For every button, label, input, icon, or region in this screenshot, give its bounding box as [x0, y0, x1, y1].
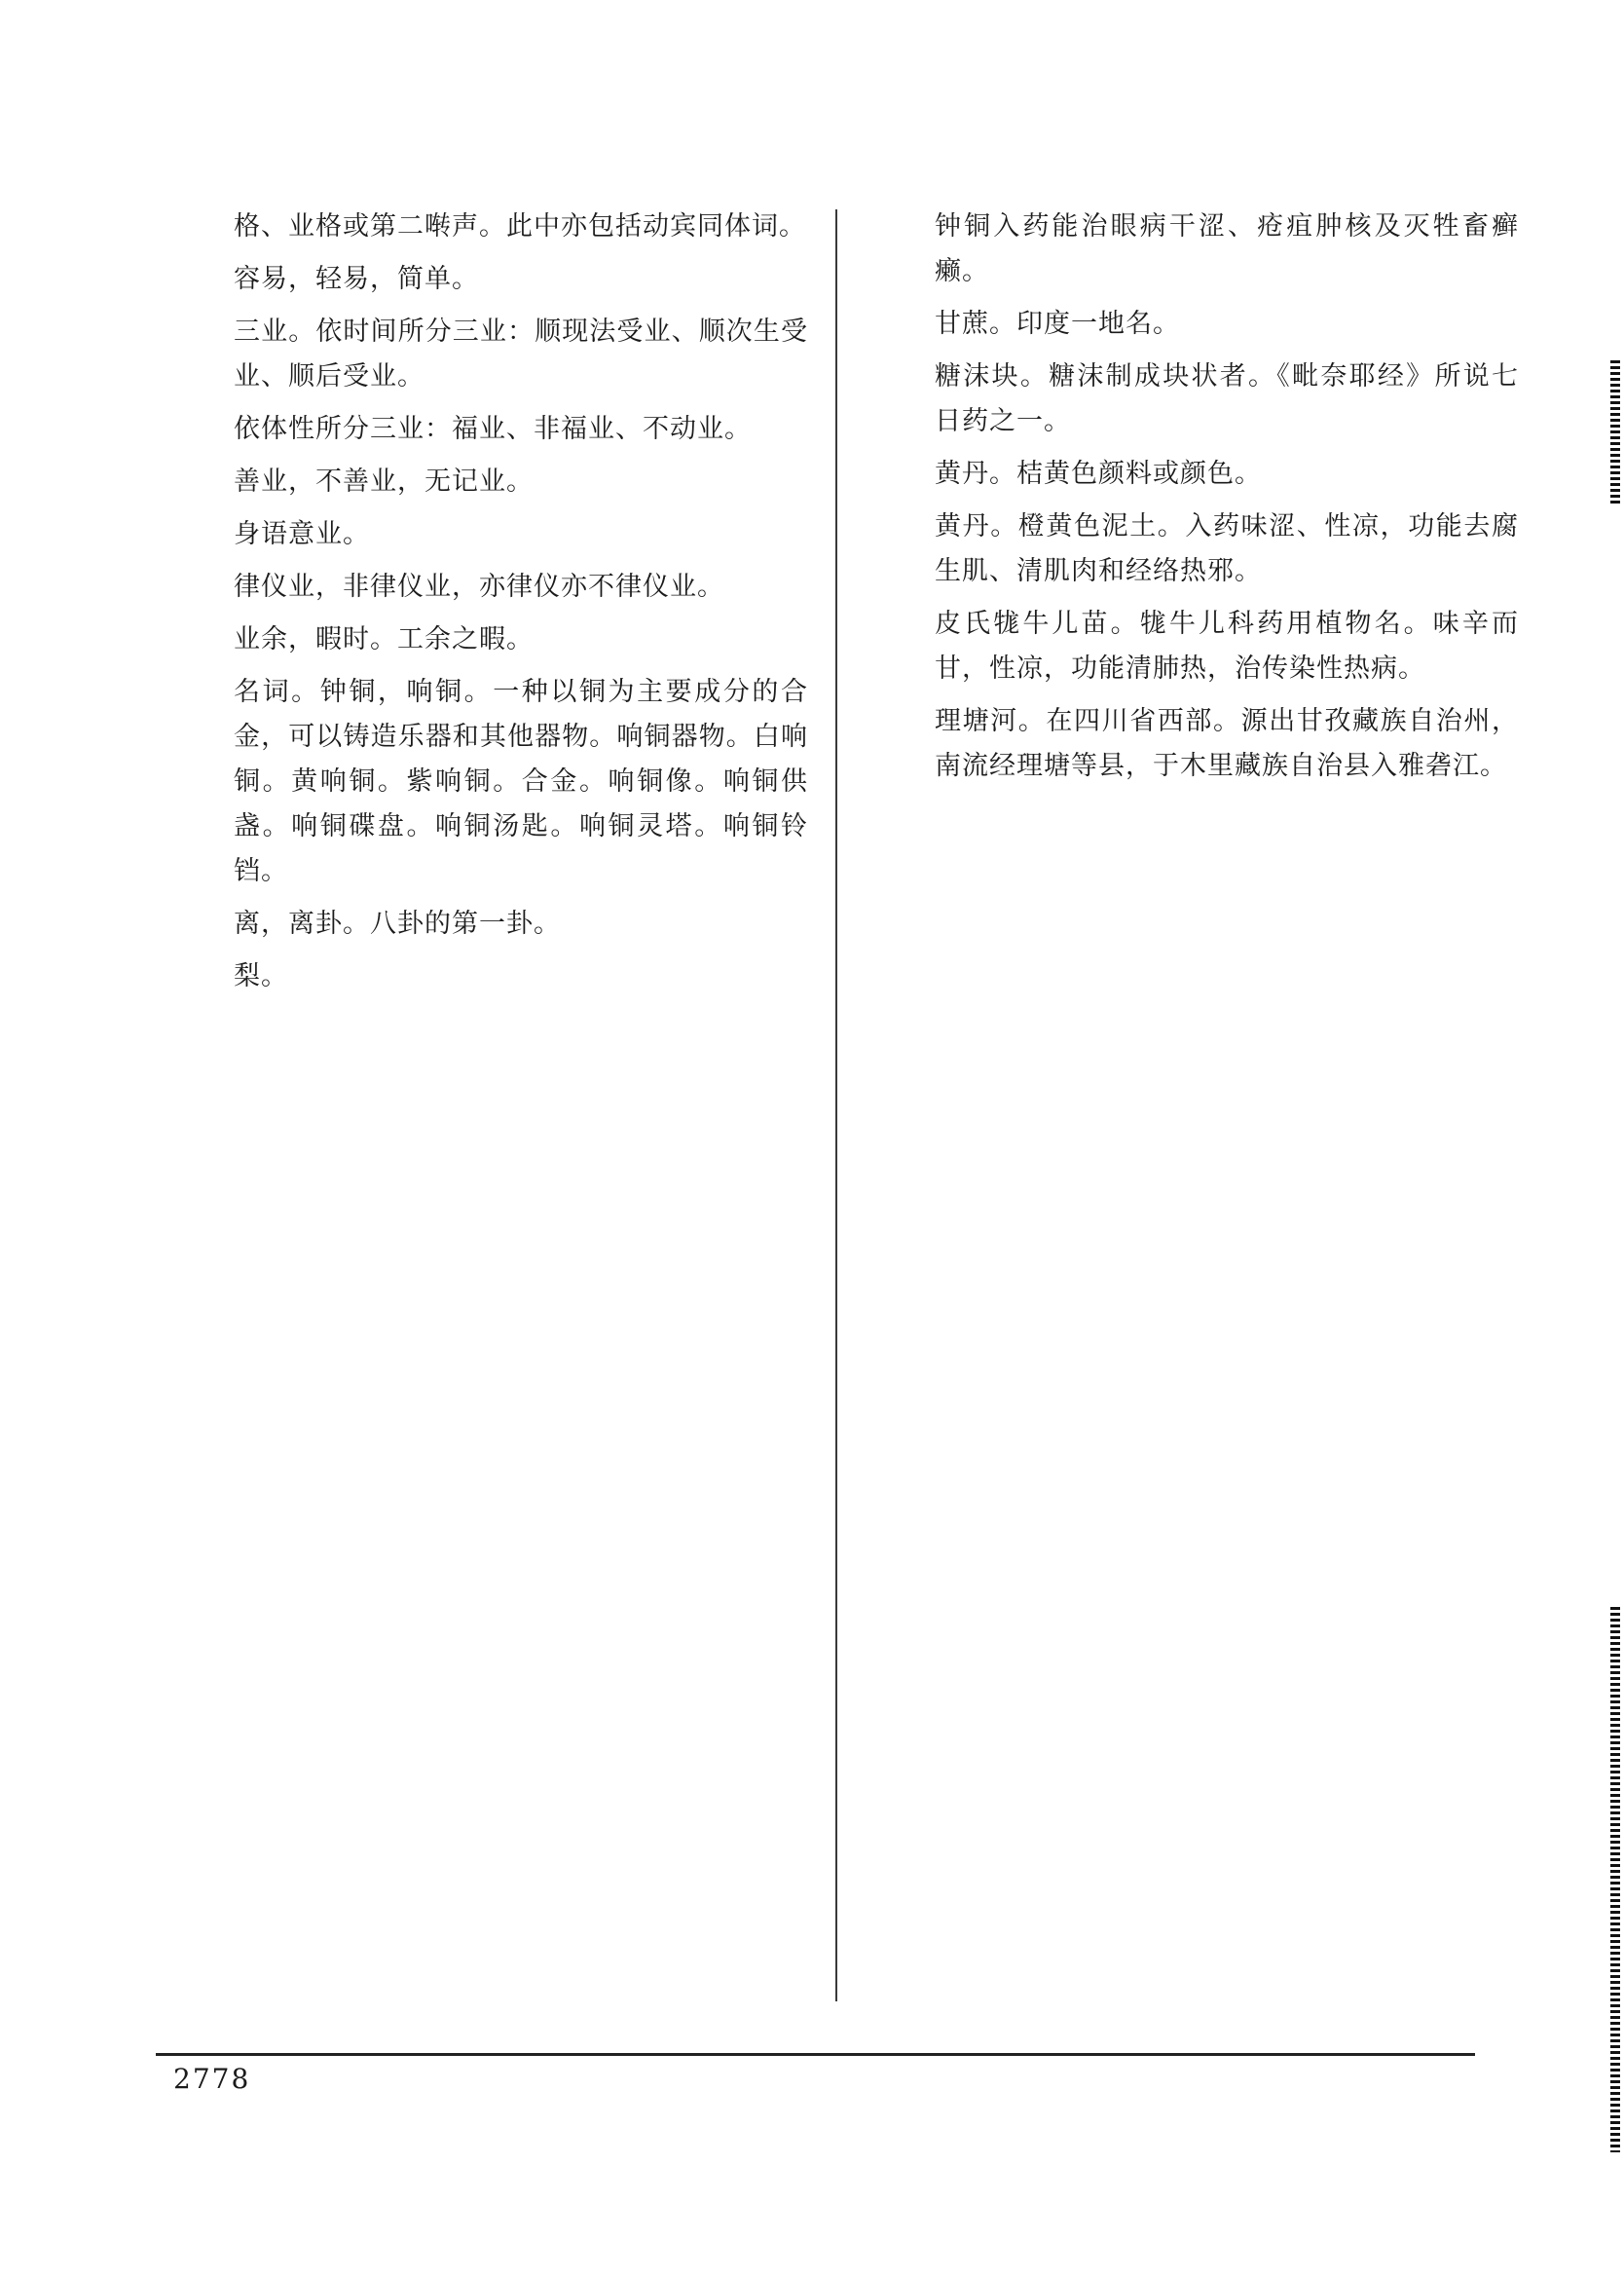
dictionary-entry: 黄丹。桔黄色颜料或颜色。: [935, 459, 1262, 489]
dictionary-entry: 三业。依时间所分三业：顺现法受业、顺次生受业、顺后受业。: [234, 317, 808, 392]
dictionary-entry: 律仪业，非律仪业，亦律仪亦不律仪业。: [234, 572, 724, 602]
dictionary-entry: 业余，暇时。工余之暇。: [234, 624, 534, 654]
footer-rule: [156, 2053, 1475, 2056]
scan-edge-marks: [1610, 360, 1620, 506]
dictionary-entry: 理塘河。在四川省西部。源出甘孜藏族自治州，南流经理塘等县，于木里藏族自治县入雅砻江。: [935, 706, 1519, 781]
dictionary-entry: 名词。钟铜，响铜。一种以铜为主要成分的合金，可以铸造乐器和其他器物。响铜器物。白响铜。黄响铜。紫响铜。合金。响铜像。响铜供盏。响铜碟盘。响铜汤匙。响铜灵塔。响铜铃铛。: [234, 677, 808, 886]
dictionary-entry: 皮氏牻牛儿苗。牻牛儿科药用植物名。味辛而甘，性凉，功能清肺热，治传染性热病。: [935, 609, 1519, 684]
dictionary-entry: 依体性所分三业：福业、非福业、不动业。: [234, 414, 752, 444]
page-number: 2778: [173, 2063, 251, 2095]
dictionary-entry: 身语意业。: [234, 519, 370, 549]
dictionary-entry: 格、业格或第二啭声。此中亦包括动宾同体词。: [234, 211, 806, 242]
dictionary-entry: 善业，不善业，无记业。: [234, 467, 534, 497]
column-divider: [835, 209, 837, 2001]
dictionary-entry: 钟铜入药能治眼病干涩、疮疽肿核及灭牲畜癣癞。: [935, 211, 1519, 286]
left-column: [166, 205, 808, 999]
dictionary-entry: 容易，轻易，简单。: [234, 264, 479, 294]
right-column: [857, 205, 1519, 789]
scan-edge-marks: [1610, 1607, 1620, 2152]
dictionary-entry: 糖沫块。糖沫制成块状者。《毗奈耶经》所说七日药之一。: [935, 361, 1519, 436]
dictionary-entry: 黄丹。橙黄色泥土。入药味涩、性凉，功能去腐生肌、清肌肉和经络热邪。: [935, 511, 1519, 586]
dictionary-entry: 甘蔗。印度一地名。: [935, 309, 1180, 339]
dictionary-entry: 离，离卦。八卦的第一卦。: [234, 909, 561, 939]
dictionary-entry: 梨。: [234, 961, 288, 991]
